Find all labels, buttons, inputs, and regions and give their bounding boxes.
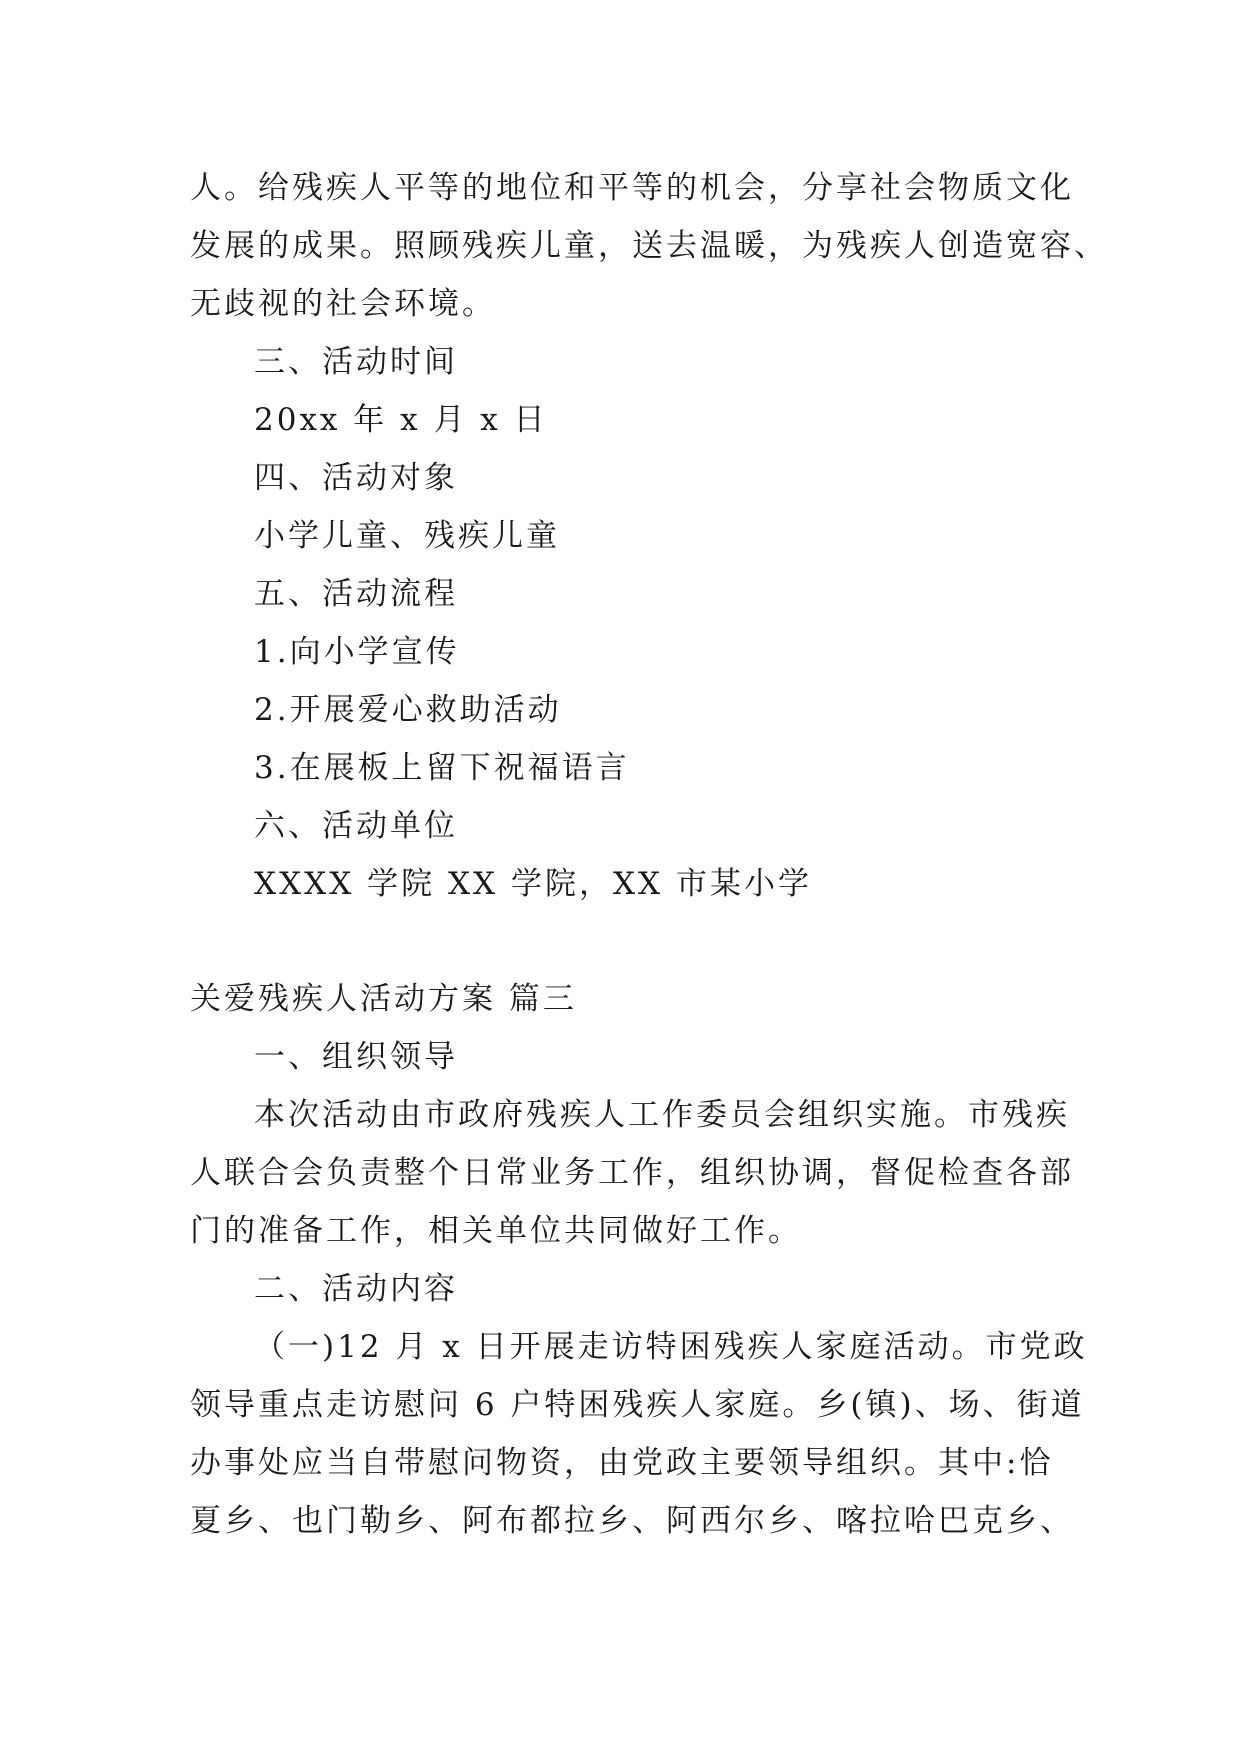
section-heading: 五、活动流程 <box>254 576 458 612</box>
paragraph-line: 人联合会负责整个日常业务工作，组织协调，督促检查各部 <box>190 1155 1074 1191</box>
paragraph-line: XXXX 学院 XX 学院，XX 市某小学 <box>254 866 812 902</box>
document-title: 关爱残疾人活动方案 篇三 <box>190 981 577 1017</box>
paragraph-line: 领导重点走访慰问 6 户特困残疾人家庭。乡(镇)、场、街道 <box>190 1387 1085 1423</box>
paragraph-line: 夏乡、也门勒乡、阿布都拉乡、阿西尔乡、喀拉哈巴克乡、 <box>190 1503 1074 1539</box>
list-item: 2.开展爱心救助活动 <box>254 692 562 728</box>
paragraph-line: 本次活动由市政府残疾人工作委员会组织实施。市残疾 <box>254 1097 1070 1133</box>
list-item: 1.向小学宣传 <box>254 634 460 670</box>
paragraph-line: 办事处应当自带慰问物资，由党政主要领导组织。其中:恰 <box>190 1445 1054 1481</box>
paragraph-line: 20xx 年 x 月 x 日 <box>254 402 548 438</box>
section-heading: 六、活动单位 <box>254 808 458 844</box>
paragraph-line: 无歧视的社会环境。 <box>190 286 496 322</box>
section-heading: 一、组织领导 <box>254 1039 458 1075</box>
list-item: 3.在展板上留下祝福语言 <box>254 750 630 786</box>
paragraph-line: 小学儿童、残疾儿童 <box>254 518 560 554</box>
paragraph-line: （一)12 月 x 日开展走访特困残疾人家庭活动。市党政 <box>254 1329 1088 1365</box>
paragraph-line: 发展的成果。照顾残疾儿童，送去温暖，为残疾人创造宽容、 <box>190 228 1108 264</box>
paragraph-line: 门的准备工作，相关单位共同做好工作。 <box>190 1213 802 1249</box>
paragraph-line: 人。给残疾人平等的地位和平等的机会，分享社会物质文化 <box>190 170 1074 206</box>
section-heading: 四、活动对象 <box>254 460 458 496</box>
section-heading: 三、活动时间 <box>254 344 458 380</box>
section-heading: 二、活动内容 <box>254 1271 458 1307</box>
